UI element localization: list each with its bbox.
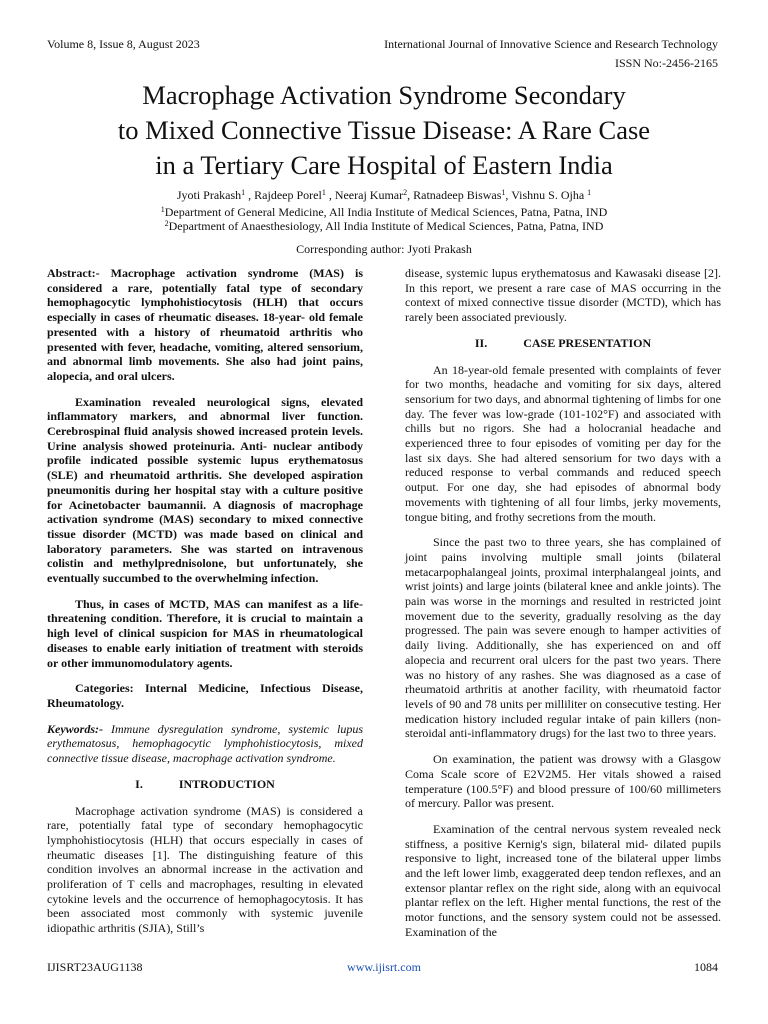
left-column (47, 266, 363, 947)
abstract-paragraph-2: Examination revealed neurological signs, elevated inflammatory markers, and abnormal liver function. Cerebrospinal fluid analysis showed increased protein levels. Urine analysis showed proteinuria. Anti- nuclear antibody profile indicated possible systemic lupus erythematosus (SLE) and rheumatoid arthritis. She developed aspiration pneumonitis during her hospital stay with a culture positive for Acinetobacter baumannii. A diagnosis of macrophage activation syndrome (MAS) secondary to mixed connective tissue disorder (MCTD) was made based on clinical and laboratory parameters. She was started on intravenous colistin and methylprednisolone, but unfortunately, she eventually succumbed to the overwhelming infection. (47, 394, 363, 586)
author-separator: , (407, 188, 414, 202)
section-number: I. (135, 776, 143, 791)
author-affiliation-mark: 2 (403, 188, 408, 197)
page-number: 1084 (694, 960, 718, 974)
author-affiliation-mark: 1 (587, 188, 592, 197)
affiliation-text: Department of General Medicine, All India Institute of Medical Sciences, Patna, Patna, IND (164, 205, 608, 219)
author-separator: , (325, 188, 335, 202)
section-number: II. (474, 335, 488, 350)
issn: ISSN No:-2456-2165 (614, 56, 718, 70)
author-name: Ratnadeep Biswas (413, 188, 502, 202)
case-paragraph-4: Examination of the central nervous system revealed neck stiffness, a positive Kernig's sign, bilateral mid- dilated pupils responsive to light, increased tone of the bilateral upper limbs and the left lower limb, exaggerated deep tendon reflexes, and an extensor plantar reflex on the right side, along with an equivocal plantar reflex on the left. Higher mental functions, the rest of the motor functions, and the sensory system could not be assessed. Examination of the (405, 821, 721, 939)
keywords-text: Immune dysregulation syndrome, systemic lupus erythematosus, hemophagocytic lymphohistiocytosis, mixed connective tissue disease, macrophage activation syndrome. (47, 721, 363, 766)
case-paragraph-3: On examination, the patient was drowsy with a Glasgow Coma Scale score of E2V2M5. Her vitals showed a raised temperature (100.5°F) and blood pressure of 100/60 millimeters of mercury. Pallor was present. (405, 752, 721, 811)
abstract-paragraph-1: Abstract:- Macrophage activation syndrome (MAS) is considered a rare, potentially fatal type of secondary hemophagocytic lymphohistiocytosis (HLH) that occurs especially in cases of rheumatic diseases. 18-year- old female presented with a history of rheumatoid arthritis who presented with fever, headache, vomiting, altered sensorium, and abnormal limb movements. She also had joint pains, alopecia, and oral ulcers. (47, 266, 363, 383)
affiliation-2 (0, 219, 768, 233)
journal-name: International Journal of Innovative Science and Research Technology (384, 37, 718, 51)
title-line-3: in a Tertiary Care Hospital of Eastern India (155, 150, 613, 180)
keywords (47, 722, 363, 766)
abstract-paragraph-3: Thus, in cases of MCTD, MAS can manifest as a life-threatening condition. Therefore, it is crucial to maintain a high level of clinical suspicion for MAS in rheumatological diseases to enable early initiation of treatment with steroids or other immunomodulatory agents. (47, 596, 363, 670)
author-name: Rajdeep Porel (254, 188, 322, 202)
author-name: Neeraj Kumar (334, 188, 404, 202)
section-title: INTRODUCTION (178, 776, 275, 791)
title-line-2: to Mixed Connective Tissue Disease: A Rare Case (117, 115, 651, 145)
corresponding-author: Corresponding author: Jyoti Prakash (296, 242, 472, 256)
author-affiliation-mark: 1 (321, 188, 326, 197)
author-affiliation-mark: 1 (241, 188, 246, 197)
intro-paragraph-continued: disease, systemic lupus erythematosus and Kawasaki disease [2]. In this report, we present a rare case of MAS occurring in the context of mixed connective tissue disorder (MCTD), which has rarely been associated previously. (405, 266, 721, 325)
author-separator: , (245, 188, 255, 202)
categories: Categories: Internal Medicine, Infectious Disease, Rheumatology. (47, 681, 363, 710)
section-heading-introduction (47, 777, 363, 792)
affiliation-text: Department of Anaesthesiology, All India Institute of Medical Sciences, Patna, Patna, IND (168, 219, 604, 233)
paper-title (40, 78, 728, 183)
author-separator: , (505, 188, 512, 202)
article-id: IJISRT23AUG1138 (47, 960, 143, 974)
title-line-1: Macrophage Activation Syndrome Secondary (142, 80, 626, 110)
case-paragraph-2: Since the past two to three years, she has complained of joint pains involving multiple small joints (bilateral metacarpophalangeal joints, proximal interphalangeal joints, and wrist joints) and large joints (bilateral knee and ankle joints). The pain was worse in the mornings and resulted in restricted joint movement due to the severity, gradually resolving as the day progressed. The pain was severe enough to hamper activities of daily living. Additionally, she has experienced on and off alopecia and recurrent oral ulcers for the past two years. There was no history of any rashes. She was diagnosed as a case of rheumatoid arthritis at another facility, with rheumatoid factor levels of 90 and 78 units per milliliter on consecutive testing. Her medication history included regular intake of pain killers (non-steroidal anti-inflammatory drugs) for the last two to three years. (405, 535, 721, 741)
author-name: Jyoti Prakash (176, 188, 242, 202)
intro-paragraph-1: Macrophage activation syndrome (MAS) is considered a rare, potentially fatal type of secondary hemophagocytic lymphohistiocytosis (HLH) that occurs especially in cases of rheumatic diseases [1]. The distinguishing feature of this condition involves an abnormal increase in the activation and proliferation of T cells and macrophages, resulting in elevated cytokine levels and the occurrence of hemophagocytosis. It has been associated most commonly with systemic juvenile idiopathic arthritis (SJIA), Still’s (47, 803, 363, 936)
affiliation-mark: 2 (164, 219, 169, 228)
keywords-label: Keywords:- (47, 721, 103, 736)
right-column (405, 266, 721, 951)
section-heading-case-presentation (405, 336, 721, 351)
case-paragraph-1: An 18-year-old female presented with complaints of fever for two months, headache and vomiting for six days, altered sensorium for two days, and abnormal tightening of limbs for one day. The fever was low-grade (101-102°F) and associated with chills but no rigors. She had a holocranial headache and experienced three to four episodes of vomiting per day for the last six days. She had altered sensorium for two days with a reduced response to verbal commands and reduced speech output. For one day, she had episodes of abnormal body movements with tightening of all four limbs, jerky movements, tongue biting, and frothy secretions from the mouth. (405, 362, 721, 524)
section-title: CASE PRESENTATION (523, 335, 652, 350)
affiliation-mark: 1 (160, 205, 165, 214)
author-name: Vishnu S. Ojha (511, 188, 588, 202)
volume-info: Volume 8, Issue 8, August 2023 (47, 37, 200, 51)
affiliation-1 (0, 205, 768, 219)
author-affiliation-mark: 1 (501, 188, 506, 197)
author-list (0, 188, 768, 202)
journal-website-link[interactable]: www.ijisrt.com (347, 960, 421, 974)
